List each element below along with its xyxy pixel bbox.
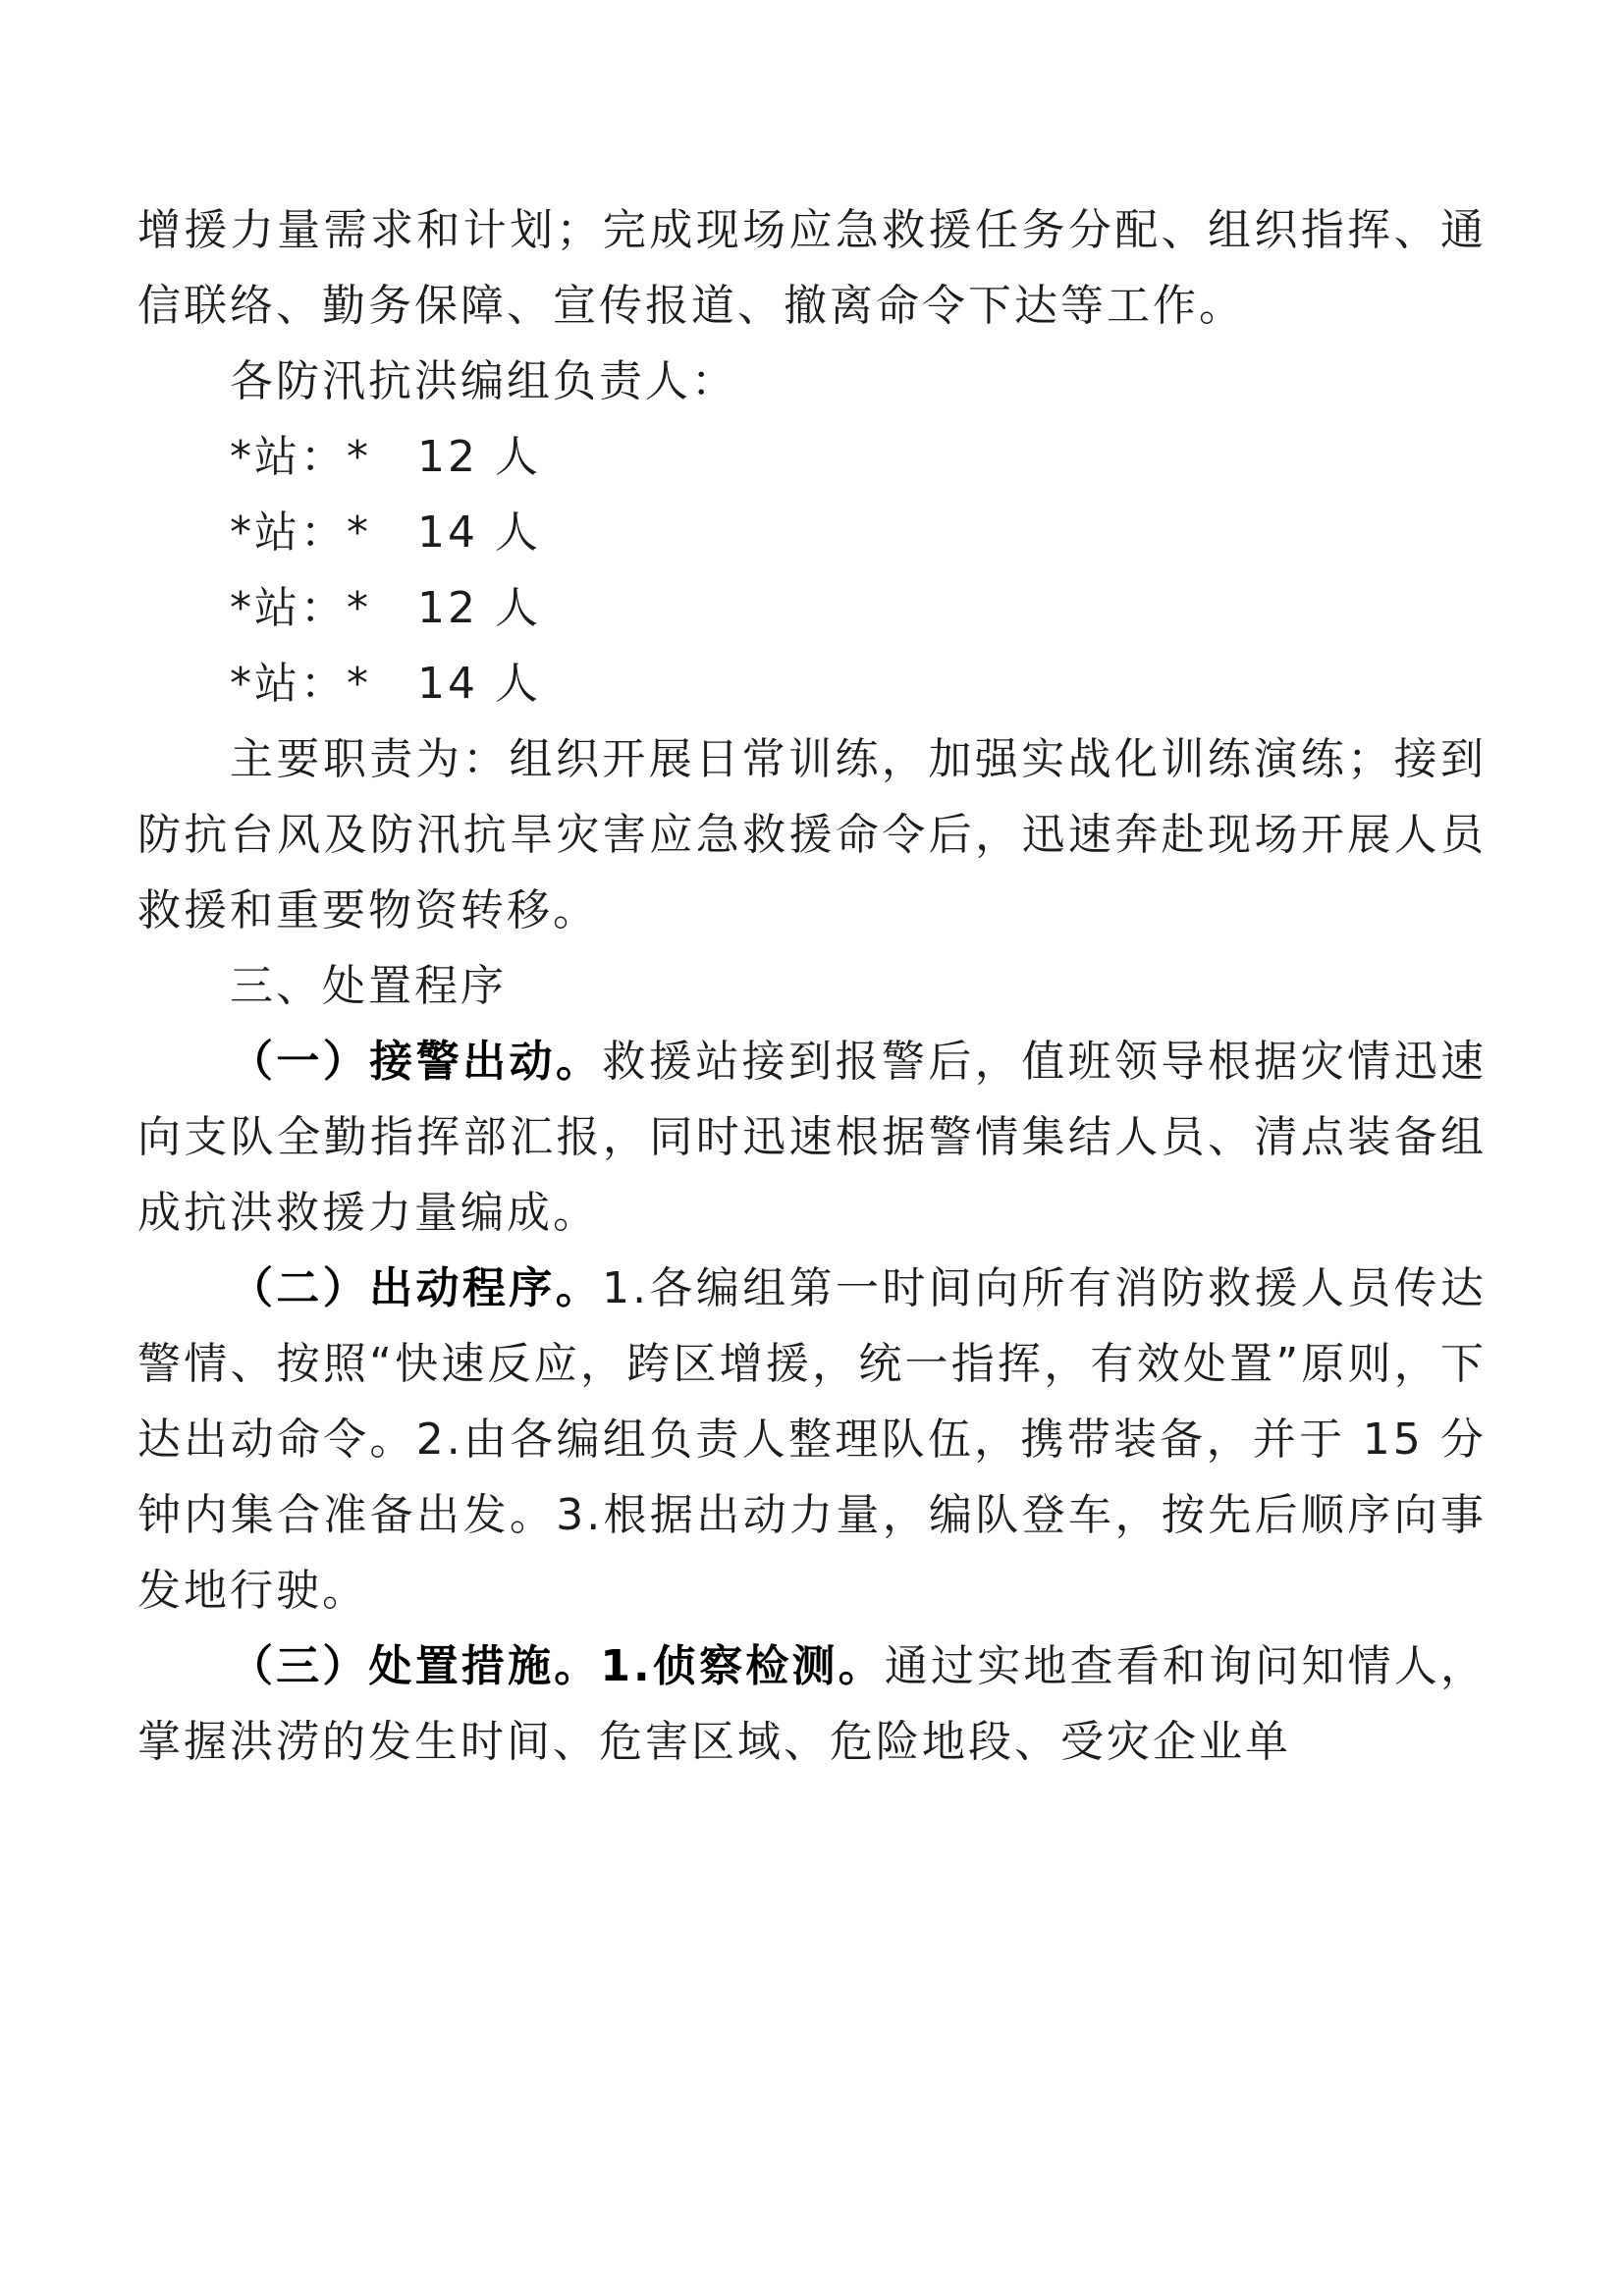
paragraph	[137, 1251, 1487, 1629]
paragraph	[137, 721, 1487, 948]
paragraph-body-text: 救援站接到报警后，值班领导根据灾情迅速向支队全勤指挥部汇报，同时迅速根据警情集结人员、清点装备组成抗洪救援力量编成。	[137, 1037, 1488, 1238]
paragraph-body-text: 各防汛抗洪编组负责人：	[230, 356, 737, 406]
paragraph-heading-text: （三）处置措施。1.侦察检测。	[230, 1641, 885, 1691]
paragraph-body-text: 1.各编组第一时间向所有消防救援人员传达警情、按照“快速反应，跨区增援，统一指挥，有效处置”原则，下达出动命令。2.由各编组负责人整理队伍，携带装备，并于 15 分钟内集合准备出发。3.根据出动力量，编队登车，按先后顺序向事发地行驶。	[137, 1263, 1488, 1616]
paragraph	[137, 570, 1487, 646]
paragraph	[137, 1024, 1487, 1251]
paragraph-heading-text: （二）出动程序。	[230, 1263, 603, 1313]
paragraph-body-text: *站：* 12 人	[230, 583, 541, 633]
paragraph-heading-text: （一）接警出动。	[230, 1037, 603, 1087]
paragraph-body-text: *站：* 12 人	[230, 432, 541, 482]
paragraph-body-text: 通过实地查看和询问知情人，掌握洪涝的发生时间、危害区域、危险地段、受灾企业单	[137, 1641, 1487, 1767]
paragraph	[137, 344, 1487, 419]
paragraph	[137, 1629, 1487, 1780]
paragraph	[137, 948, 1487, 1024]
paragraph	[137, 192, 1487, 344]
paragraph-body-text: 增援力量需求和计划；完成现场应急救援任务分配、组织指挥、通信联络、勤务保障、宣传报道、撤离命令下达等工作。	[137, 205, 1487, 331]
paragraph-body-text: 三、处置程序	[230, 961, 507, 1011]
paragraph-body-text: *站：* 14 人	[230, 507, 541, 558]
paragraph	[137, 495, 1487, 570]
paragraph-body-text: *站：* 14 人	[230, 659, 541, 709]
document-body	[137, 192, 1487, 1780]
paragraph	[137, 419, 1487, 495]
paragraph	[137, 646, 1487, 721]
paragraph-body-text: 主要职责为：组织开展日常训练，加强实战化训练演练；接到防抗台风及防汛抗旱灾害应急救援命令后，迅速奔赴现场开展人员救援和重要物资转移。	[137, 734, 1487, 935]
